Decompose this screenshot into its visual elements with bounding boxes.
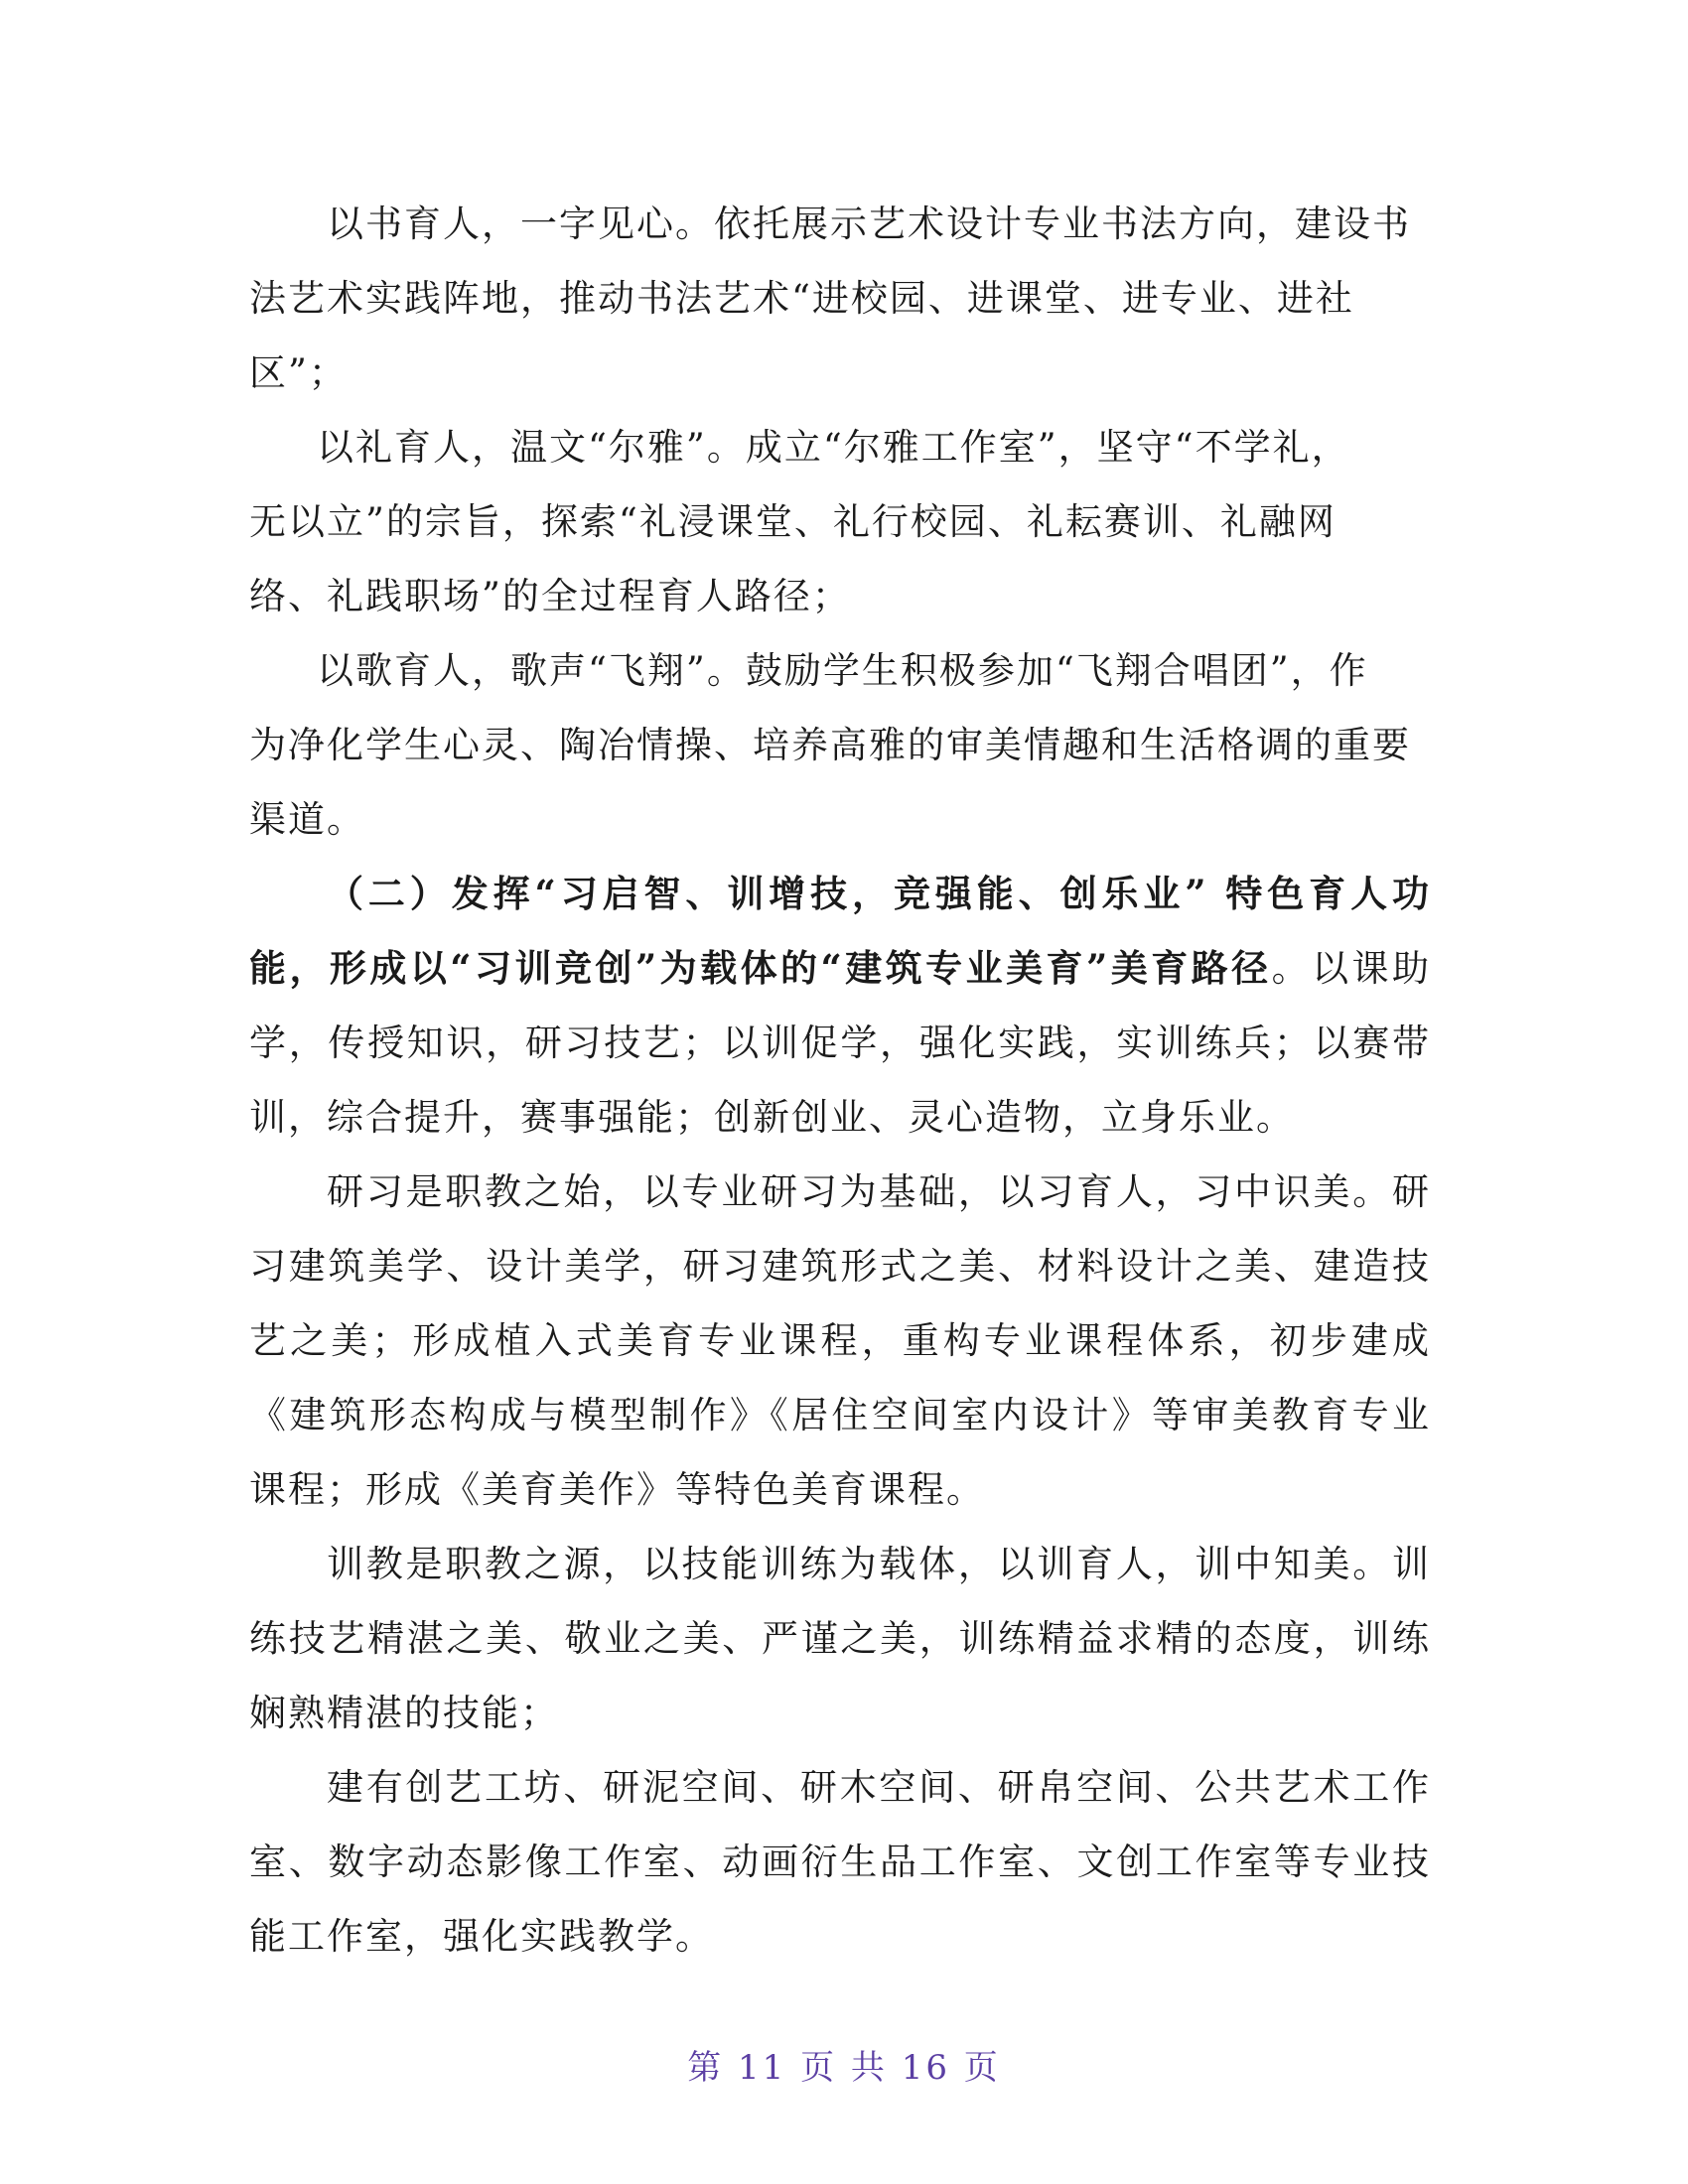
paragraph-line: 无以立”的宗旨，探索“礼浸课堂、礼行校园、礼耘赛训、礼融网 bbox=[249, 500, 1336, 543]
section-heading-paragraph bbox=[249, 857, 1431, 1155]
paragraph-training: 训教是职教之源，以技能训练为载体，以训育人，训中知美。训练技艺精湛之美、敬业之美、严谨之美，训练精益求精的态度，训练娴熟精湛的技能； bbox=[249, 1543, 1431, 1734]
document-body bbox=[249, 187, 1431, 1974]
paragraph-singing bbox=[249, 633, 1431, 857]
paragraph-line: 法艺术实践阵地，推动书法艺术“进校园、进课堂、进专业、进社 bbox=[249, 277, 1354, 320]
paragraph-line: 为净化学生心灵、陶冶情操、培养高雅的审美情趣和生活格调的重要 bbox=[249, 724, 1411, 766]
paragraph-etiquette bbox=[249, 410, 1431, 633]
paragraph-line: 以歌育人，歌声“飞翔”。鼓励学生积极参加“飞翔合唱团”，作 bbox=[317, 649, 1368, 692]
paragraph-line: 络、礼践职场”的全过程育人路径； bbox=[249, 575, 851, 617]
paragraph-calligraphy bbox=[249, 187, 1431, 410]
paragraph-studios: 建有创艺工坊、研泥空间、研木空间、研帛空间、公共艺术工作室、数字动态影像工作室、动画衍生品工作室、文创工作室等专业技能工作室，强化实践教学。 bbox=[249, 1766, 1431, 1958]
paragraph-study: 研习是职教之始，以专业研习为基础，以习育人，习中识美。研习建筑美学、设计美学，研习建筑形式之美、材料设计之美、建造技艺之美；形成植入式美育专业课程，重构专业课程体系，初步建成《建筑形态构成与模型制作》《居住空间室内设计》等审美教育专业课程；形成《美育美作》等特色美育课程。 bbox=[249, 1170, 1431, 1511]
paragraph-line: 区”； bbox=[249, 351, 348, 394]
paragraph-line: 以书育人，一字见心。依托展示艺术设计专业书法方向，建设书 bbox=[327, 203, 1411, 245]
section-heading-body: 。以课助学，传授知识，研习技艺；以训促学，强化实践，实训练兵；以赛带训，综合提升，赛事强能；创新创业、灵心造物，立身乐业。 bbox=[249, 947, 1431, 1139]
paragraph-line: 以礼育人，温文“尔雅”。成立“尔雅工作室”，坚守“不学礼， bbox=[317, 426, 1350, 469]
section-heading: （二）发挥“习启智、训增技，竞强能、创乐业” 特色育人功能，形成以“习训竞创”为载体的“建筑专业美育”美育路径 bbox=[249, 872, 1431, 990]
paragraph-line: 渠道。 bbox=[249, 798, 365, 841]
page-number-footer: 第 11 页 共 16 页 bbox=[687, 2048, 1001, 2088]
